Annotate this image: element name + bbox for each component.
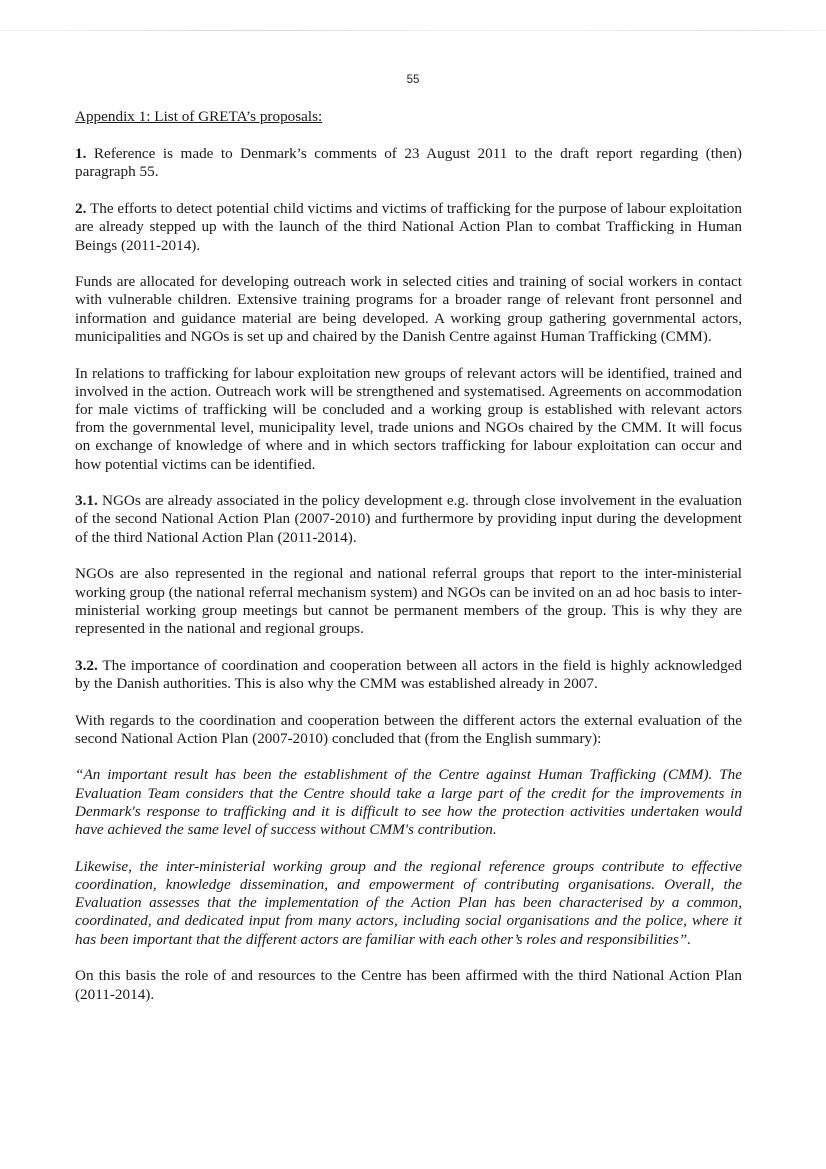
appendix-heading: Appendix 1: List of GRETA’s proposals: — [75, 108, 323, 125]
closing-paragraph: On this basis the role of and resources to the Centre has been affirmed with the third National Action Plan (2011-2014). — [75, 967, 742, 1003]
paragraph-number: 3.1. — [75, 492, 98, 510]
quote-paragraph-2: Likewise, the inter-ministerial working group and the regional reference groups contribute to effective coordination, knowledge dissemination, and empowerment of contributing organisations. Overall, the Evaluation assesses that the implementation of the Action Plan has been characterised by a common, coordinated, and dedicated input from many actors, including social organisations and the police, where it has been important that the different actors are familiar with each other’s roles and responsibilities”. — [75, 857, 742, 948]
scan-artifact-line — [0, 30, 826, 31]
paragraph-number: 3.2. — [75, 656, 98, 674]
paragraph-ngo-referral: NGOs are also represented in the regional and national referral groups that report to the inter-ministerial working group (the national referral mechanism system) and NGOs can be invited on an ad hoc basis to inter-ministerial working group meetings but cannot be permanent members of the group. This is why they are represented in the national and regional groups. — [75, 565, 742, 637]
paragraph-text: Reference is made to Denmark’s comments of 23 August 2011 to the draft report regarding (then) paragraph 55. — [75, 145, 742, 181]
paragraph-text: The efforts to detect potential child victims and victims of trafficking for the purpose of labour exploitation are already stepped up with the launch of the third National Action Plan to combat Trafficking in Human Beings (2011-2014). — [75, 200, 742, 254]
page-number: 55 — [406, 74, 420, 86]
paragraph-evaluation-intro: With regards to the coordination and cooperation between the different actors the external evaluation of the second National Action Plan (2007-2010) concluded that (from the English summary): — [75, 711, 742, 747]
paragraph-labour-exploitation: In relations to trafficking for labour exploitation new groups of relevant actors will be identified, trained and involved in the action. Outreach work will be strengthened and systematised. Agreements on accommodation for male victims of trafficking will be concluded and a working group is established with relevant actors from the governmental level, municipality level, trade unions and NGOs chaired by the CMM. It will focus on exchange of knowledge of where and in which sectors trafficking for labour exploitation can occur and how potential victims can be identified. — [75, 364, 742, 473]
paragraph-1 — [75, 145, 742, 181]
document-body — [75, 108, 742, 1004]
paragraph-3-1 — [75, 492, 742, 547]
paragraph-number: 1. — [75, 145, 87, 163]
quote-paragraph-1: “An important result has been the establishment of the Centre against Human Trafficking (CMM). The Evaluation Team considers that the Centre should take a large part of the credit for the improvements in Denmark's response to trafficking and it is difficult to see how the protection activities undertaken would have achieved the same level of success without CMM's contribution. — [75, 766, 742, 839]
paragraph-3-2 — [75, 657, 742, 693]
paragraph-text: The importance of coordination and cooperation between all actors in the field is highly acknowledged by the Danish authorities. This is also why the CMM was established already in 2007. — [75, 656, 742, 692]
paragraph-number: 2. — [75, 200, 87, 218]
paragraph-2 — [75, 200, 742, 255]
paragraph-text: NGOs are already associated in the policy development e.g. through close involvement in the evaluation of the second National Action Plan (2007-2010) and furthermore by providing input during the development of the third National Action Plan (2011-2014). — [75, 492, 742, 546]
paragraph-funds: Funds are allocated for developing outreach work in selected cities and training of social workers in contact with vulnerable children. Extensive training programs for a broader range of relevant front personnel and information and guidance material are being developed. A working group gathering governmental actors, municipalities and NGOs is set up and chaired by the Danish Centre against Human Trafficking (CMM). — [75, 273, 742, 345]
